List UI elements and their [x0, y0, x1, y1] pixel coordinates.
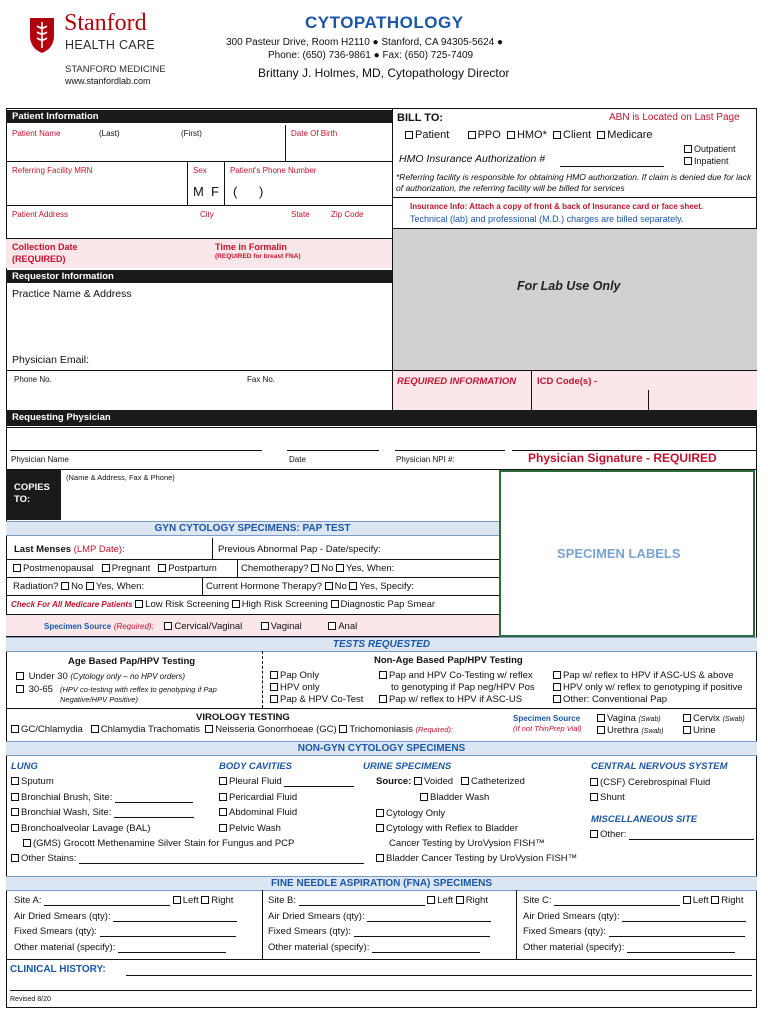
medicare-row: Check For All Medicare Patients Low Risk Screening High Risk Screening Diagnostic Pap Smear: [11, 599, 436, 610]
zip-label: Zip Code: [331, 210, 364, 219]
patient-info-bar: Patient Information: [6, 110, 392, 123]
website: www.stanfordlab.com: [65, 76, 151, 86]
non-age-title: Non-Age Based Pap/HPV Testing: [374, 655, 523, 666]
under-30-option[interactable]: Under 30 (Cytology only – no HPV orders): [16, 671, 185, 682]
swab-vagina[interactable]: Vagina (Swab): [597, 713, 661, 724]
patient-phone-field[interactable]: ( ): [233, 184, 264, 199]
cervical-vaginal-checkbox[interactable]: Cervical/Vaginal: [164, 621, 242, 632]
radiation-yes[interactable]: Yes, When:: [86, 581, 144, 592]
clinical-history-label: CLINICAL HISTORY:: [10, 964, 106, 975]
form-title: CYTOPATHOLOGY: [305, 13, 464, 32]
stanford-shield-icon: [28, 16, 56, 54]
status-row: [13, 563, 217, 574]
bladder-fish-option[interactable]: Bladder Cancer Testing by UroVysion FISH™: [376, 853, 577, 864]
bill-to-label: BILL TO:: [397, 112, 444, 124]
abdominal-fluid-option[interactable]: Abdominal Fluid: [219, 807, 297, 818]
non-gyn-title: NON-GYN CYTOLOGY SPECIMENS: [6, 741, 757, 756]
hormone-row: Current Hormone Therapy? No Yes, Specify:: [206, 581, 415, 592]
hormone-yes[interactable]: Yes, Specify:: [349, 581, 414, 592]
patient-name-label: Patient Name: [12, 129, 61, 138]
cotest-reflex-cont: to genotyping if Pap neg/HPV Pos: [391, 682, 535, 693]
phone-no-label: Phone No.: [14, 375, 52, 384]
bronchial-brush-option[interactable]: Bronchial Brush, Site:: [11, 792, 193, 803]
postpartum-checkbox[interactable]: Postpartum: [158, 563, 217, 574]
bladder-wash-option[interactable]: Bladder Wash: [420, 792, 489, 803]
physician-email-label: Physician Email:: [12, 354, 90, 366]
charges-note: Technical (lab) and professional (M.D.) charges are billed separately.: [410, 214, 684, 224]
fna-title: FINE NEEDLE ASPIRATION (FNA) SPECIMENS: [6, 876, 757, 891]
icd-label: ICD Code(s) -: [537, 376, 598, 387]
city-label: City: [200, 210, 214, 219]
bronchial-wash-option[interactable]: Bronchial Wash, Site:: [11, 807, 194, 818]
hmo-auth-label: HMO Insurance Authorization #: [399, 153, 546, 165]
voided-option[interactable]: Voided: [414, 776, 453, 787]
pericardial-fluid-option[interactable]: Pericardial Fluid: [219, 792, 297, 803]
bill-to-options: [405, 129, 653, 141]
virology-options: GC/Chlamydia Chlamydia Trachomatis Neisseria Gonorrhoeae (GC) Trichomoniasis (Required):: [11, 724, 453, 735]
date-label: Date: [289, 455, 306, 464]
radiation-no[interactable]: No: [61, 581, 83, 592]
required-info-label: REQUIRED INFORMATION: [397, 376, 517, 387]
practice-label: Practice Name & Address: [12, 288, 132, 300]
vaginal-checkbox[interactable]: Vaginal: [261, 621, 302, 632]
neisseria-gc[interactable]: Neisseria Gonorrhoeae (GC): [205, 724, 336, 735]
formalin-label: Time in Formalin: [215, 242, 287, 252]
mrn-label: Referring Facility MRN: [12, 166, 93, 175]
sex-options[interactable]: M F: [193, 184, 219, 199]
date-line[interactable]: [287, 449, 379, 451]
urine-source-row: Source: Voided Catheterized: [376, 776, 525, 787]
lab-phone: Phone: (650) 736-9861 ● Fax: (650) 725-7409: [268, 50, 474, 61]
physician-name-line[interactable]: [10, 449, 262, 451]
chemo-no[interactable]: No: [311, 563, 333, 574]
prev-abnormal-label: Previous Abnormal Pap - Date/specify:: [218, 544, 381, 555]
hpv-only-option[interactable]: HPV only: [270, 682, 320, 693]
formalin-note: (REQUIRED for breast FNA): [215, 253, 301, 260]
clinical-history-line[interactable]: [126, 974, 752, 976]
director: Brittany J. Holmes, MD, Cytopathology Director: [258, 66, 510, 80]
site-b-fixed[interactable]: Fixed Smears (qty):: [268, 926, 490, 937]
patient-phone-label: Patient's Phone Number: [230, 166, 317, 175]
cytology-reflex-option[interactable]: Cytology with Reflex to Bladder: [376, 823, 518, 834]
bill-patient[interactable]: Patient: [405, 129, 449, 141]
copies-to-label: COPIES TO:: [6, 470, 61, 520]
age-based-title: Age Based Pap/HPV Testing: [68, 656, 196, 667]
gc-chlamydia[interactable]: GC/Chlamydia: [11, 724, 83, 735]
site-a-other[interactable]: Other material (specify):: [14, 942, 226, 953]
chemo-yes[interactable]: Yes, When:: [336, 563, 394, 574]
postmenopausal-checkbox[interactable]: Postmenopausal: [13, 563, 94, 574]
npi-line[interactable]: [395, 449, 505, 451]
clinical-history-line-2[interactable]: [10, 989, 752, 991]
body-cavities-title: BODY CAVITIES: [219, 761, 293, 772]
30-65-note: (HPV co-testing with reflex to genotyping if Pap Negative/HPV Positive): [60, 685, 217, 704]
site-c-air[interactable]: Air Dried Smears (qty):: [523, 911, 746, 922]
specimen-labels-text: SPECIMEN LABELS: [557, 546, 681, 561]
revised-date: Revised 8/20: [10, 996, 51, 1003]
site-a-fixed[interactable]: Fixed Smears (qty):: [14, 926, 236, 937]
low-risk-checkbox[interactable]: Low Risk Screening: [135, 599, 229, 610]
pelvic-wash-option[interactable]: Pelvic Wash: [219, 823, 281, 834]
site-a-row[interactable]: Site A: Left Right: [14, 895, 234, 906]
specimen-source-options: Specimen Source (Required): Cervical/Vaginal Vaginal Anal: [44, 621, 358, 632]
anal-checkbox[interactable]: Anal: [328, 621, 357, 632]
other-site-option[interactable]: Other:: [590, 829, 754, 840]
requestor-info-bar: Requestor Information: [6, 270, 392, 283]
gyn-section-title: GYN CYTOLOGY SPECIMENS: PAP TEST: [6, 521, 499, 536]
pleural-fluid-option[interactable]: Pleural Fluid: [219, 776, 354, 787]
hmo-auth-input[interactable]: [560, 165, 664, 167]
30-65-option[interactable]: 30-65: [16, 684, 53, 695]
bal-option[interactable]: Bronchoalveolar Lavage (BAL): [11, 823, 150, 834]
state-label: State: [291, 210, 310, 219]
logo-name: Stanford: [64, 10, 147, 36]
address-label: Patient Address: [12, 210, 69, 219]
insurance-info: Insurance Info: Attach a copy of front & back of Insurance card or face sheet.: [410, 202, 704, 211]
sputum-option[interactable]: Sputum: [11, 776, 54, 787]
site-c-row[interactable]: Site C: Left Right: [523, 895, 744, 906]
abn-note: ABN is Located on Last Page: [609, 112, 740, 123]
diagnostic-checkbox[interactable]: Diagnostic Pap Smear: [331, 599, 436, 610]
site-c-other[interactable]: Other material (specify):: [523, 942, 735, 953]
trichomoniasis[interactable]: Trichomoniasis: [339, 724, 413, 735]
last-menses-row: Last Menses (LMP Date):: [14, 544, 125, 555]
chemo-row: Chemotherapy? No Yes, When:: [241, 563, 395, 574]
dob-label: Date Of Birth: [291, 129, 338, 138]
physician-name-label: Physician Name: [11, 455, 69, 464]
collection-date-label: Collection Date: [12, 242, 78, 252]
pap-only-option[interactable]: Pap Only: [270, 670, 319, 681]
reflex-ascus-above-option[interactable]: Pap w/ reflex to HPV if ASC-US & above: [553, 670, 734, 681]
misc-title: MISCELLANEOUS SITE: [591, 814, 698, 825]
pap-hpv-cotest-option[interactable]: Pap & HPV Co-Test: [270, 694, 363, 705]
hormone-no[interactable]: No: [325, 581, 347, 592]
virology-title: VIROLOGY TESTING: [196, 712, 290, 723]
csf-option[interactable]: (CSF) Cerebrospinal Fluid: [590, 777, 710, 788]
signature-label: Physician Signature - REQUIRED: [528, 451, 717, 465]
bill-medicare[interactable]: Medicare: [597, 129, 652, 141]
sex-label: Sex: [193, 166, 207, 175]
urine-title: URINE SPECIMENS: [363, 761, 452, 772]
copies-note: (Name & Address, Fax & Phone): [66, 473, 175, 482]
cytology-only-option[interactable]: Cytology Only: [376, 808, 445, 819]
site-a-air[interactable]: Air Dried Smears (qty):: [14, 911, 237, 922]
hmo-note: *Referring facility is responsible for obtaining HMO authorization. If claim is denied due for lack of authorization, the referring facility will be billed for services: [396, 172, 752, 193]
lab-use-label: For Lab Use Only: [517, 279, 621, 293]
requesting-physician-bar: Requesting Physician: [6, 410, 757, 426]
logo-subtitle: HEALTH CARE: [65, 38, 155, 52]
conventional-pap-option[interactable]: Other: Conventional Pap: [553, 694, 667, 705]
swab-urethra[interactable]: Urethra (Swab): [597, 725, 664, 736]
first-label: (First): [181, 129, 202, 138]
gms-option[interactable]: (GMS) Grocott Methenamine Silver Stain for Fungus and PCP: [23, 838, 294, 849]
collection-required: (REQUIRED): [12, 254, 66, 264]
pregnant-checkbox[interactable]: Pregnant: [102, 563, 151, 574]
cotest-reflex-option[interactable]: Pap and HPV Co-Testing w/ reflex: [379, 670, 533, 681]
urine-source[interactable]: Urine: [683, 725, 716, 736]
cytology-reflex-cont: Cancer Testing by UroVysion FISH™: [389, 838, 545, 849]
fax-no-label: Fax No.: [247, 375, 276, 384]
tests-requested-title: TESTS REQUESTED: [6, 637, 757, 652]
bill-client[interactable]: Client: [553, 129, 591, 141]
bill-ppo[interactable]: PPO: [468, 129, 501, 141]
stanford-logo: [28, 10, 168, 90]
shunt-option[interactable]: Shunt: [590, 792, 625, 803]
swab-cervix[interactable]: Cervix (Swab): [683, 713, 745, 724]
bill-hmo[interactable]: HMO*: [507, 129, 547, 141]
catheterized-option[interactable]: Catheterized: [461, 776, 525, 787]
outpatient-option[interactable]: Outpatient: [684, 144, 736, 154]
reflex-ascus-option[interactable]: Pap w/ reflex to HPV if ASC-US: [379, 694, 522, 705]
site-b-other[interactable]: Other material (specify):: [268, 942, 480, 953]
thinprep-note: (If not ThinPrep Vial): [513, 724, 582, 733]
swab-source-label: Specimen Source: [513, 714, 581, 723]
inpatient-option[interactable]: Inpatient: [684, 156, 729, 166]
cns-title: CENTRAL NERVOUS SYSTEM: [591, 761, 728, 772]
last-label: (Last): [99, 129, 120, 138]
site-c-fixed[interactable]: Fixed Smears (qty):: [523, 926, 745, 937]
lab-use-area: [393, 228, 757, 370]
site-b-air[interactable]: Air Dried Smears (qty):: [268, 911, 491, 922]
lab-address: 300 Pasteur Drive, Room H2110 ● Stanford, CA 94305-5624 ●: [226, 37, 504, 48]
medicine-label: STANFORD MEDICINE: [65, 64, 166, 75]
site-b-row[interactable]: Site B: Left Right: [268, 895, 488, 906]
npi-label: Physician NPI #:: [396, 455, 455, 464]
lung-title: LUNG: [11, 761, 38, 772]
other-stains-option[interactable]: Other Stains:: [11, 853, 364, 864]
high-risk-checkbox[interactable]: High Risk Screening: [232, 599, 328, 610]
chlamydia-trachomatis[interactable]: Chlamydia Trachomatis: [91, 724, 200, 735]
hpv-reflex-geno-option[interactable]: HPV only w/ reflex to genotyping if positive: [553, 682, 743, 693]
radiation-row: Radiation? No Yes, When:: [13, 581, 145, 592]
